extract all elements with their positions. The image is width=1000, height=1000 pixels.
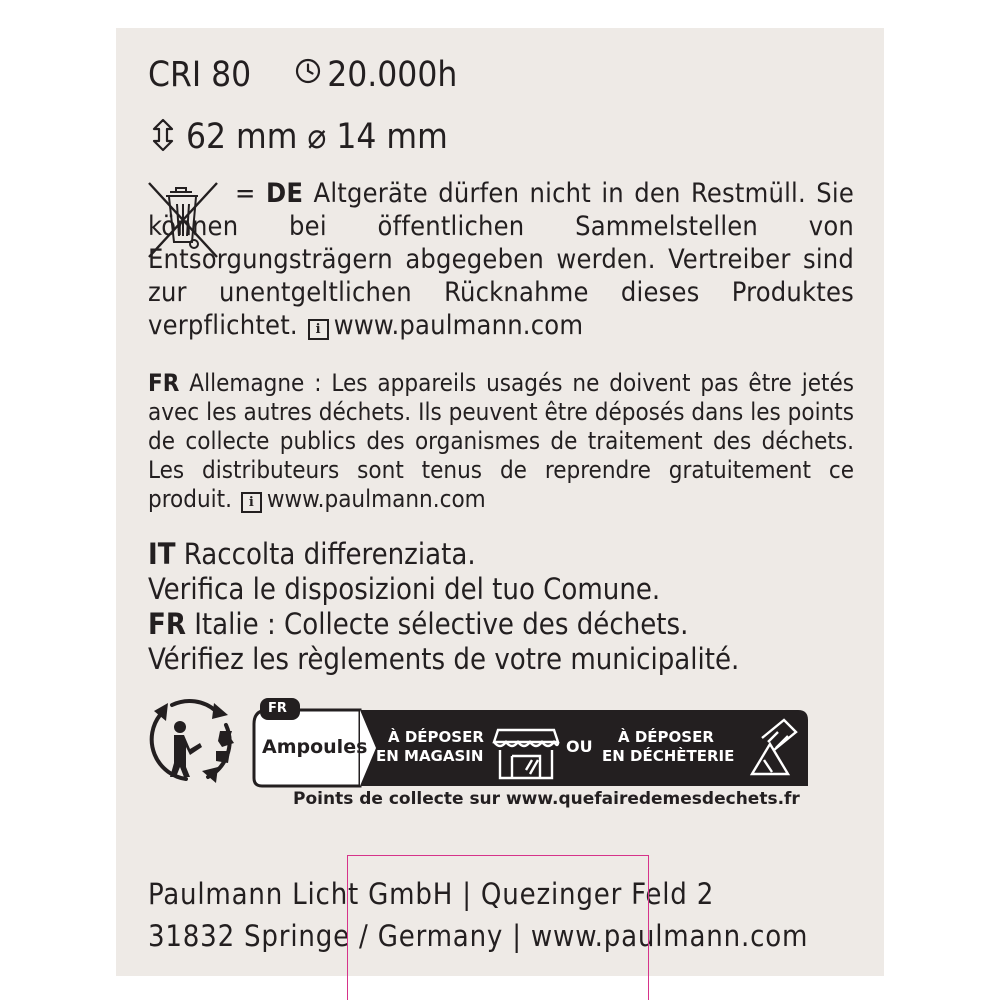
fr-text: Allemagne : Les appareils usagés ne doivent pas être jetés avec les autres déchets. Ils peuvent être déposés dans les points de collecte publics des organismes de traitement des déchets. Les distributeurs sont tenus de reprendre gratuitement ce produit. (148, 369, 854, 513)
de-url: www.paulmann.com (333, 310, 584, 341)
clock-icon (295, 58, 321, 84)
diameter-symbol: ⌀ (307, 117, 327, 157)
option-dump-line-2: EN DÉCHÈTERIE (602, 747, 735, 765)
product-category: Ampoules (262, 736, 368, 758)
lifetime-value: 20.000h (327, 55, 458, 95)
spec-row-1 (148, 52, 457, 98)
option-dump-line-1: À DÉPOSER (618, 728, 714, 746)
diameter-value: 14 mm (336, 117, 448, 157)
fr-url: www.paulmann.com (266, 485, 486, 513)
de-language-code: DE (265, 178, 304, 209)
height-arrows-icon (148, 118, 178, 152)
option-store-line-1: À DÉPOSER (388, 728, 484, 746)
height-value: 62 mm (186, 117, 298, 157)
fr2-line-1: Italie : Collecte sélective des déchets. (194, 607, 689, 641)
triman-tag: FR (268, 701, 287, 716)
die-cut-line (347, 855, 649, 1000)
spec-row-2 (148, 114, 448, 160)
de-paragraph (148, 177, 854, 342)
fr2-line-2: Vérifiez les règlements de votre municipalité. (148, 642, 740, 676)
de-prefix: = (235, 178, 256, 209)
info-icon: i (308, 319, 329, 340)
fr2-language-code: FR (148, 607, 186, 641)
or-label: OU (566, 737, 593, 756)
info-icon: i (241, 492, 262, 513)
option-store-line-2: EN MAGASIN (376, 747, 484, 765)
triman-icon (146, 697, 240, 785)
it-fr-block (148, 537, 854, 677)
it-line-2: Verifica le disposizioni del tuo Comune. (148, 572, 661, 606)
it-language-code: IT (148, 537, 176, 571)
address-line-1: Paulmann Licht GmbH | Quezinger Feld 2 (148, 877, 715, 911)
de-text: Altgeräte dürfen nicht in den Restmüll. Sie können bei öffentlichen Sammelstellen von Entsorgungsträgern abgegeben werden. Vertreiber sind zur unentgeltlichen Rücknahme dieses Produktes verpflichtet. (148, 178, 855, 341)
collection-points-note: Points de collecte sur www.quefairedemesdechets.fr (293, 789, 800, 809)
address-line-2: 31832 Springe / Germany | www.paulmann.com (148, 919, 809, 953)
fr-language-code: FR (148, 369, 180, 397)
cri-value: CRI 80 (148, 55, 252, 95)
fr-paragraph-germany (148, 369, 854, 514)
it-line-1: Raccolta differenziata. (183, 537, 476, 571)
